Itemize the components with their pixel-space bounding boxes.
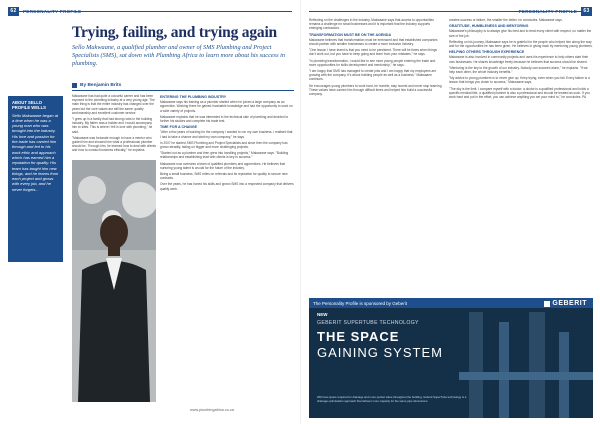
ad-subtitle: GEBERIT SUPERTUBE TECHNOLOGY (317, 320, 419, 326)
ad-body-text: With less space required for drainage and more pocket value throughout the building, Geberit SuperTube technology is a drainage optimisation approach that delivers more capacity for the same pipe dimensions. (317, 395, 467, 403)
paragraph: "I am happy that SMS has managed to create jobs and I am happy that my employees are growing with the company. It's about building people as well as a business," Makwaane continues. (309, 69, 437, 82)
pullquote-title: ABOUT SELLO PROFILE WELLS (12, 100, 46, 111)
paragraph: creates success or failure, the smaller the better, he concludes. Makwaane says. (449, 18, 563, 22)
ad-title-line-1: THE SPACE (317, 329, 400, 344)
subheading: TRANSFORMATION MUST BE ON THE AGENDA (309, 32, 392, 37)
paragraph: Being a small business, SMS relies on referrals and its reputation for quality to secure new contracts. (160, 172, 288, 181)
paragraph: Makwaane has had quite a colourful career and has been exposed to the plumbing industry at a very young age. The main thing is that the entire industry has changed over the years but the core values are still the same: quality workmanship and excellent customer service. (72, 94, 155, 115)
pullquote-box (8, 96, 63, 262)
geberit-advert[interactable] (309, 298, 593, 418)
paragraph: "My advice to young plumbers is to never give up. Keep trying, even when you fail. Every failure is a lesson that brings you closer to success," Makwaane says. (449, 76, 590, 85)
paragraph: "The sky is the limit. I compare myself with a doctor: a doctor is a qualified professional and holds a specific medical title, a qualified plumber is also a professional and should be treated as such. If you work hard and put in the effort, you can achieve anything you set your mind to," he concludes. PA (449, 86, 590, 100)
new-label: NEW (317, 312, 328, 317)
paragraph: Reflecting on his journey, Makwaane says he is grateful for the people who helped him along the way and for the opportunities he has been given. He believes in giving back by mentoring young plumbers. (449, 39, 593, 49)
paragraph: Over the years, he has honed his skills and grown SMS into a respected company that delivers quality work. (160, 182, 294, 191)
footer-url: www.plumbingafrica.co.za (190, 408, 234, 412)
pipes-illustration (459, 312, 593, 418)
paragraph: "Mentoring is the key to the growth of our industry. Nobody can succeed alone," he explains. "If we help each other, the whole industry benefits." (449, 65, 588, 75)
paragraph: In 2007 he started SMS Plumbing and Project Specialists and since then the company has grown steadily, taking on bigger and more challenging projects. (160, 140, 288, 150)
header-rule (19, 11, 292, 12)
portrait-illustration (72, 160, 156, 402)
standfirst: Sello Makwaane, a qualified plumber and owner of SMS Plumbing and Project Specialists (SMS), sat down with Plumbing Africa to learn more about his success in plumbing. (72, 44, 286, 67)
paragraph: Makwaane is also involved in community projects and uses his experience to help others start their own businesses. He shares knowledge freely because he believes that success should be shared. (449, 55, 589, 64)
page-number: 62 (8, 7, 19, 16)
paragraph: "After a few years of working for the company I wanted to run my own business. I realised that I had to take a chance and start my own company," he says. (160, 130, 293, 139)
byline-text: By Benjamin Brits (80, 83, 122, 88)
subheading: HELPING OTHERS THROUGH EXPERIENCE (449, 50, 525, 55)
right-page (300, 0, 600, 424)
subheading: ENTERING THE PLUMBING INDUSTRY (160, 95, 227, 99)
paragraph: "In plumbing transformation, I would like to see more young people entering the trade and more opportunities for skills development and mentorship," he says. (309, 58, 436, 67)
ad-title-line-2: GAINING SYSTEM (317, 345, 443, 360)
article-title: Trying, failing, and trying again (72, 24, 277, 41)
page-number: 63 (581, 7, 592, 16)
paragraph: Makwaane says his training as a plumber started when he joined a large company as an apprentice. Working there he gained invaluable knowledge and had the opportunity to work on a wide variety of projects. (160, 100, 293, 113)
sponsor-text: The Personality Profile is sponsored by Geberit (313, 300, 408, 306)
paragraph: Makwaane now oversees a team of qualified plumbers and apprentices. He believes that nurturing young talent is crucial for the future of the industry. (160, 161, 286, 170)
paragraph: "Started out as a plumber and then grew into handling projects," Makwaane says. "Building relationships and establishing trust with clients is key to success." (160, 151, 289, 160)
byline-marker-icon (72, 83, 77, 88)
byline (72, 83, 121, 88)
body-column-4 (449, 18, 593, 294)
body-column-1 (72, 94, 156, 158)
body-column-2 (160, 94, 294, 394)
body-column-3 (309, 18, 443, 294)
paragraph: "One lesson I have learnt is that you need to be persistent. There will be times when things don't work out, but you have to keep going and learn from your mistakes," he says. (309, 48, 437, 57)
paragraph: "I grew up in a family that had strong roots in the building industry. My father was a builder and I would accompany him to sites. This is where I fell in love with plumbing," he said. (72, 117, 153, 134)
byline-rule (72, 90, 294, 91)
subheading: TIME FOR A CHANGE (160, 125, 198, 130)
brand-logo (544, 300, 587, 307)
paragraph: He encourages young plumbers to work hard, be humble, stay honest and never stop learning. These values have carried him through difficult times and helped him build a successful company. (309, 83, 443, 97)
portrait-photo (72, 160, 156, 402)
subheading: GRATITUDE, HUMBLENESS AND MENTORING (449, 24, 529, 29)
paragraph: Reflecting on the challenges in the industry, Makwaane says that access to opportunities remains a challenge for small businesses and it is important that the industry supports emerging contractors. (309, 18, 434, 31)
header-rule (309, 11, 582, 12)
paragraph: Makwaane believes that transformation must be embraced and that established companies should partner with smaller businesses to create a more inclusive industry. (309, 37, 438, 47)
paragraph: Makwaane explains that he was interested in the technical side of plumbing and decided to further his studies and complete his trade test. (160, 114, 289, 124)
pullquote-body: Sello Makwaane began at a time when he was a young man who was brought into the industry. His love and passion for the trade has carried him through and led to his work ethic and approach which has earned him a reputation for quality. His team has taught him new things, and he learns from each project and grows with every job, and he never forgets... (12, 112, 59, 192)
paragraph: Makwaane's philosophy is to always give his best and to treat every client with respect, no matter the size of the job. (449, 29, 592, 38)
brand-mark-icon (544, 301, 550, 307)
brand-name: GEBERIT (552, 300, 587, 307)
paragraph: "Makwaane was fortunate enough to have a mentor who guided him and showed him what a professional plumber should be. Through him, he learned how to deal with clients and how to conduct business ethically," he explains. (72, 135, 156, 153)
